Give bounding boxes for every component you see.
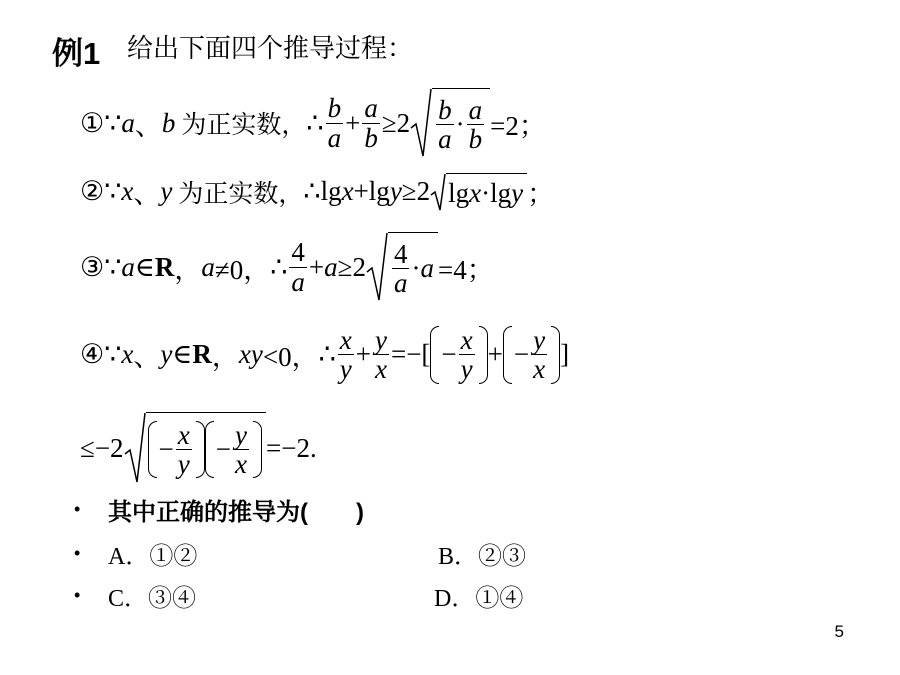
derivation-4: ④ ∵ x 、 y ∈ R ， xy <0， ∴ $\frac{x}{y}$ + $\frac{y}{x}$ =−[ − $\frac{x}{y}$ + − $\frac{y}{x}$ ] bbox=[80, 325, 570, 385]
condition-text: 为正实数， bbox=[181, 111, 307, 139]
bullet-icon: • bbox=[74, 585, 81, 605]
fraction-a-over-b: $\frac{a}{b}$ bbox=[364, 93, 378, 153]
radical-sign-icon bbox=[124, 412, 146, 484]
separator: 、 bbox=[134, 110, 162, 141]
fraction-b-over-a: $\frac{b}{a}$ bbox=[327, 93, 342, 153]
circled-number-3: ③ bbox=[80, 251, 105, 282]
option-a[interactable]: A．①② bbox=[108, 544, 198, 570]
because-symbol: ∵ bbox=[104, 176, 122, 206]
geq-two: ≥2 bbox=[337, 251, 366, 282]
square-root: − $\frac{x}{y}$ − $\frac{y}{x}$ bbox=[124, 412, 266, 484]
bullet-icon: • bbox=[74, 499, 81, 519]
fraction-4-over-a: $\frac{4}{a}$ bbox=[291, 237, 305, 297]
reals-symbol: R bbox=[154, 251, 175, 282]
options-row-2 bbox=[74, 578, 523, 613]
var-x: x bbox=[121, 176, 134, 206]
circled-number-1: ① bbox=[80, 107, 105, 138]
derivation-4-continued: ≤−2 − $\frac{x}{y}$ − $\frac{y}{x}$ =−2. bbox=[80, 412, 317, 484]
option-b[interactable]: B．②③ bbox=[438, 544, 527, 570]
therefore-symbol: ∴ bbox=[303, 176, 321, 206]
radical-sign-icon bbox=[430, 173, 446, 211]
option-d[interactable]: D．①④ bbox=[434, 586, 524, 612]
equals-two: =2； bbox=[490, 110, 546, 141]
example-intro: 给出下面四个推导过程： bbox=[127, 33, 414, 63]
geq-two: ≥2 bbox=[381, 107, 411, 138]
geq-two: ≥2 bbox=[401, 176, 431, 206]
question-text: 其中正确的推导为( ) bbox=[108, 499, 364, 526]
page-number: 5 bbox=[834, 622, 844, 641]
because-symbol: ∵ bbox=[104, 107, 122, 138]
derivation-2: ② ∵ x 、 y 为正实数， ∴ lg x +lg y ≥2 lg x ·lg y ； bbox=[80, 172, 554, 211]
radical-sign-icon bbox=[366, 232, 388, 302]
therefore-symbol: ∴ bbox=[306, 107, 324, 138]
circled-number-4: ④ bbox=[80, 339, 105, 370]
because-symbol: ∵ bbox=[104, 339, 122, 370]
bullet-icon: • bbox=[74, 543, 81, 563]
question-row bbox=[74, 492, 364, 527]
reals-symbol: R bbox=[192, 339, 212, 370]
paren-group: − $\frac{x}{y}$ bbox=[430, 326, 487, 384]
therefore-symbol: ∴ bbox=[270, 251, 288, 282]
var-y: y bbox=[160, 176, 173, 206]
plus-sign: + bbox=[345, 107, 361, 138]
paren-group: − $\frac{y}{x}$ bbox=[503, 326, 560, 384]
option-c[interactable]: C．③④ bbox=[108, 586, 197, 612]
example-label: 例1 bbox=[52, 36, 101, 71]
circled-number-2: ② bbox=[80, 176, 105, 206]
derivation-1 bbox=[80, 88, 546, 158]
options-row-1 bbox=[74, 536, 526, 571]
condition-text: 为正实数， bbox=[178, 179, 304, 208]
var-b: b bbox=[161, 107, 176, 138]
derivation-3: ③ ∵ a ∈ R ， a ≠0， ∴ $\frac{4}{a}$ + a ≥2 $\frac{4}{a}$ · a =4； bbox=[80, 232, 494, 302]
square-root: $\frac{b}{a}$ · $\frac{a}{b}$ bbox=[410, 88, 490, 158]
square-root: lg x ·lg y bbox=[430, 173, 527, 211]
var-a: a bbox=[121, 107, 135, 138]
radical-sign-icon bbox=[410, 88, 432, 158]
square-root: $\frac{4}{a}$ · a bbox=[366, 232, 438, 302]
because-symbol: ∵ bbox=[104, 251, 122, 282]
separator: 、 bbox=[133, 179, 161, 209]
therefore-symbol: ∴ bbox=[318, 339, 336, 370]
